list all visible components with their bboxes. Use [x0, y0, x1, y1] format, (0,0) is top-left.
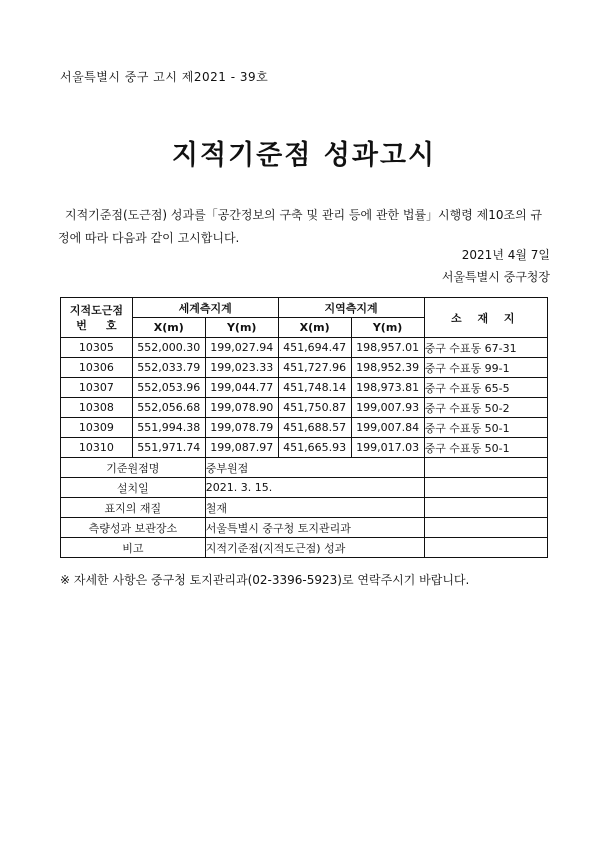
table-row [61, 398, 548, 418]
table-row [61, 378, 548, 398]
location-cell: 중구 수표동 50-2 [424, 398, 547, 418]
local-x-header: X(m) [278, 318, 351, 338]
table-row [61, 418, 548, 438]
info-empty-cell [424, 498, 547, 518]
intro-paragraph: 지적기준점(도근점) 성과를「공간정보의 구축 및 관리 등에 관한 법률」시행령 제10조의 규정에 따라 다음과 같이 고시합니다. [58, 208, 543, 245]
world-x-cell: 552,000.30 [132, 338, 205, 358]
table-row [61, 338, 548, 358]
local-x-cell: 451,688.57 [278, 418, 351, 438]
contact-note: ※ 자세한 사항은 중구청 토지관리과(02-3396-5923)로 연락주시기 바랍니다. [60, 573, 470, 587]
info-empty-cell [424, 538, 547, 558]
local-y-cell: 199,007.84 [351, 418, 424, 438]
point-number-cell: 10306 [61, 358, 133, 378]
survey-results-table [60, 297, 548, 558]
local-x-cell: 451,748.14 [278, 378, 351, 398]
info-label: 비고 [61, 538, 206, 558]
local-y-header: Y(m) [351, 318, 424, 338]
world-x-cell: 552,033.79 [132, 358, 205, 378]
info-row [61, 478, 548, 498]
info-label: 기준원점명 [61, 458, 206, 478]
table-row [61, 358, 548, 378]
location-cell: 중구 수표동 50-1 [424, 418, 547, 438]
info-value: 서울특별시 중구청 토지관리과 [205, 518, 424, 538]
world-y-cell: 199,078.90 [205, 398, 278, 418]
point-number-cell: 10305 [61, 338, 133, 358]
info-value: 중부원점 [205, 458, 424, 478]
world-x-cell: 551,994.38 [132, 418, 205, 438]
info-row [61, 518, 548, 538]
info-empty-cell [424, 478, 547, 498]
page-title: 지적기준점 성과고시 [171, 140, 437, 171]
local-x-cell: 451,694.47 [278, 338, 351, 358]
location-header: 소 재 지 [424, 298, 547, 338]
location-cell: 중구 수표동 99-1 [424, 358, 547, 378]
world-y-cell: 199,078.79 [205, 418, 278, 438]
point-number-cell: 10307 [61, 378, 133, 398]
world-y-cell: 199,023.33 [205, 358, 278, 378]
info-row [61, 538, 548, 558]
world-y-cell: 199,044.77 [205, 378, 278, 398]
info-value: 지적기준점(지적도근점) 성과 [205, 538, 424, 558]
info-empty-cell [424, 518, 547, 538]
info-value: 철재 [205, 498, 424, 518]
world-y-cell: 199,087.97 [205, 438, 278, 458]
world-x-cell: 551,971.74 [132, 438, 205, 458]
local-y-cell: 198,957.01 [351, 338, 424, 358]
local-y-cell: 198,973.81 [351, 378, 424, 398]
local-x-cell: 451,665.93 [278, 438, 351, 458]
info-value: 2021. 3. 15. [205, 478, 424, 498]
point-number-cell: 10308 [61, 398, 133, 418]
local-x-cell: 451,750.87 [278, 398, 351, 418]
world-x-cell: 552,053.96 [132, 378, 205, 398]
local-y-cell: 199,007.93 [351, 398, 424, 418]
info-label: 표지의 재질 [61, 498, 206, 518]
notice-number: 서울특별시 중구 고시 제2021 - 39호 [60, 70, 269, 84]
world-x-cell: 552,056.68 [132, 398, 205, 418]
world-x-header: X(m) [132, 318, 205, 338]
info-label: 측량성과 보관장소 [61, 518, 206, 538]
table-row [61, 438, 548, 458]
local-y-cell: 199,017.03 [351, 438, 424, 458]
notice-date: 2021년 4월 7일 [461, 248, 550, 262]
info-empty-cell [424, 458, 547, 478]
world-geodetic-header: 세계측지계 [132, 298, 278, 318]
info-label: 설치일 [61, 478, 206, 498]
point-number-header-line1: 지적도근점 [69, 303, 123, 317]
point-number-cell: 10309 [61, 418, 133, 438]
location-cell: 중구 수표동 50-1 [424, 438, 547, 458]
issuer: 서울특별시 중구청장 [441, 270, 550, 284]
info-row [61, 458, 548, 478]
world-y-header: Y(m) [205, 318, 278, 338]
location-cell: 중구 수표동 65-5 [424, 378, 547, 398]
point-number-cell: 10310 [61, 438, 133, 458]
location-cell: 중구 수표동 67-31 [424, 338, 547, 358]
info-row [61, 498, 548, 518]
point-number-header [61, 298, 133, 338]
local-y-cell: 198,952.39 [351, 358, 424, 378]
local-x-cell: 451,727.96 [278, 358, 351, 378]
local-geodetic-header: 지역측지계 [278, 298, 424, 318]
point-number-header-line2: 번 호 [76, 318, 117, 332]
world-y-cell: 199,027.94 [205, 338, 278, 358]
